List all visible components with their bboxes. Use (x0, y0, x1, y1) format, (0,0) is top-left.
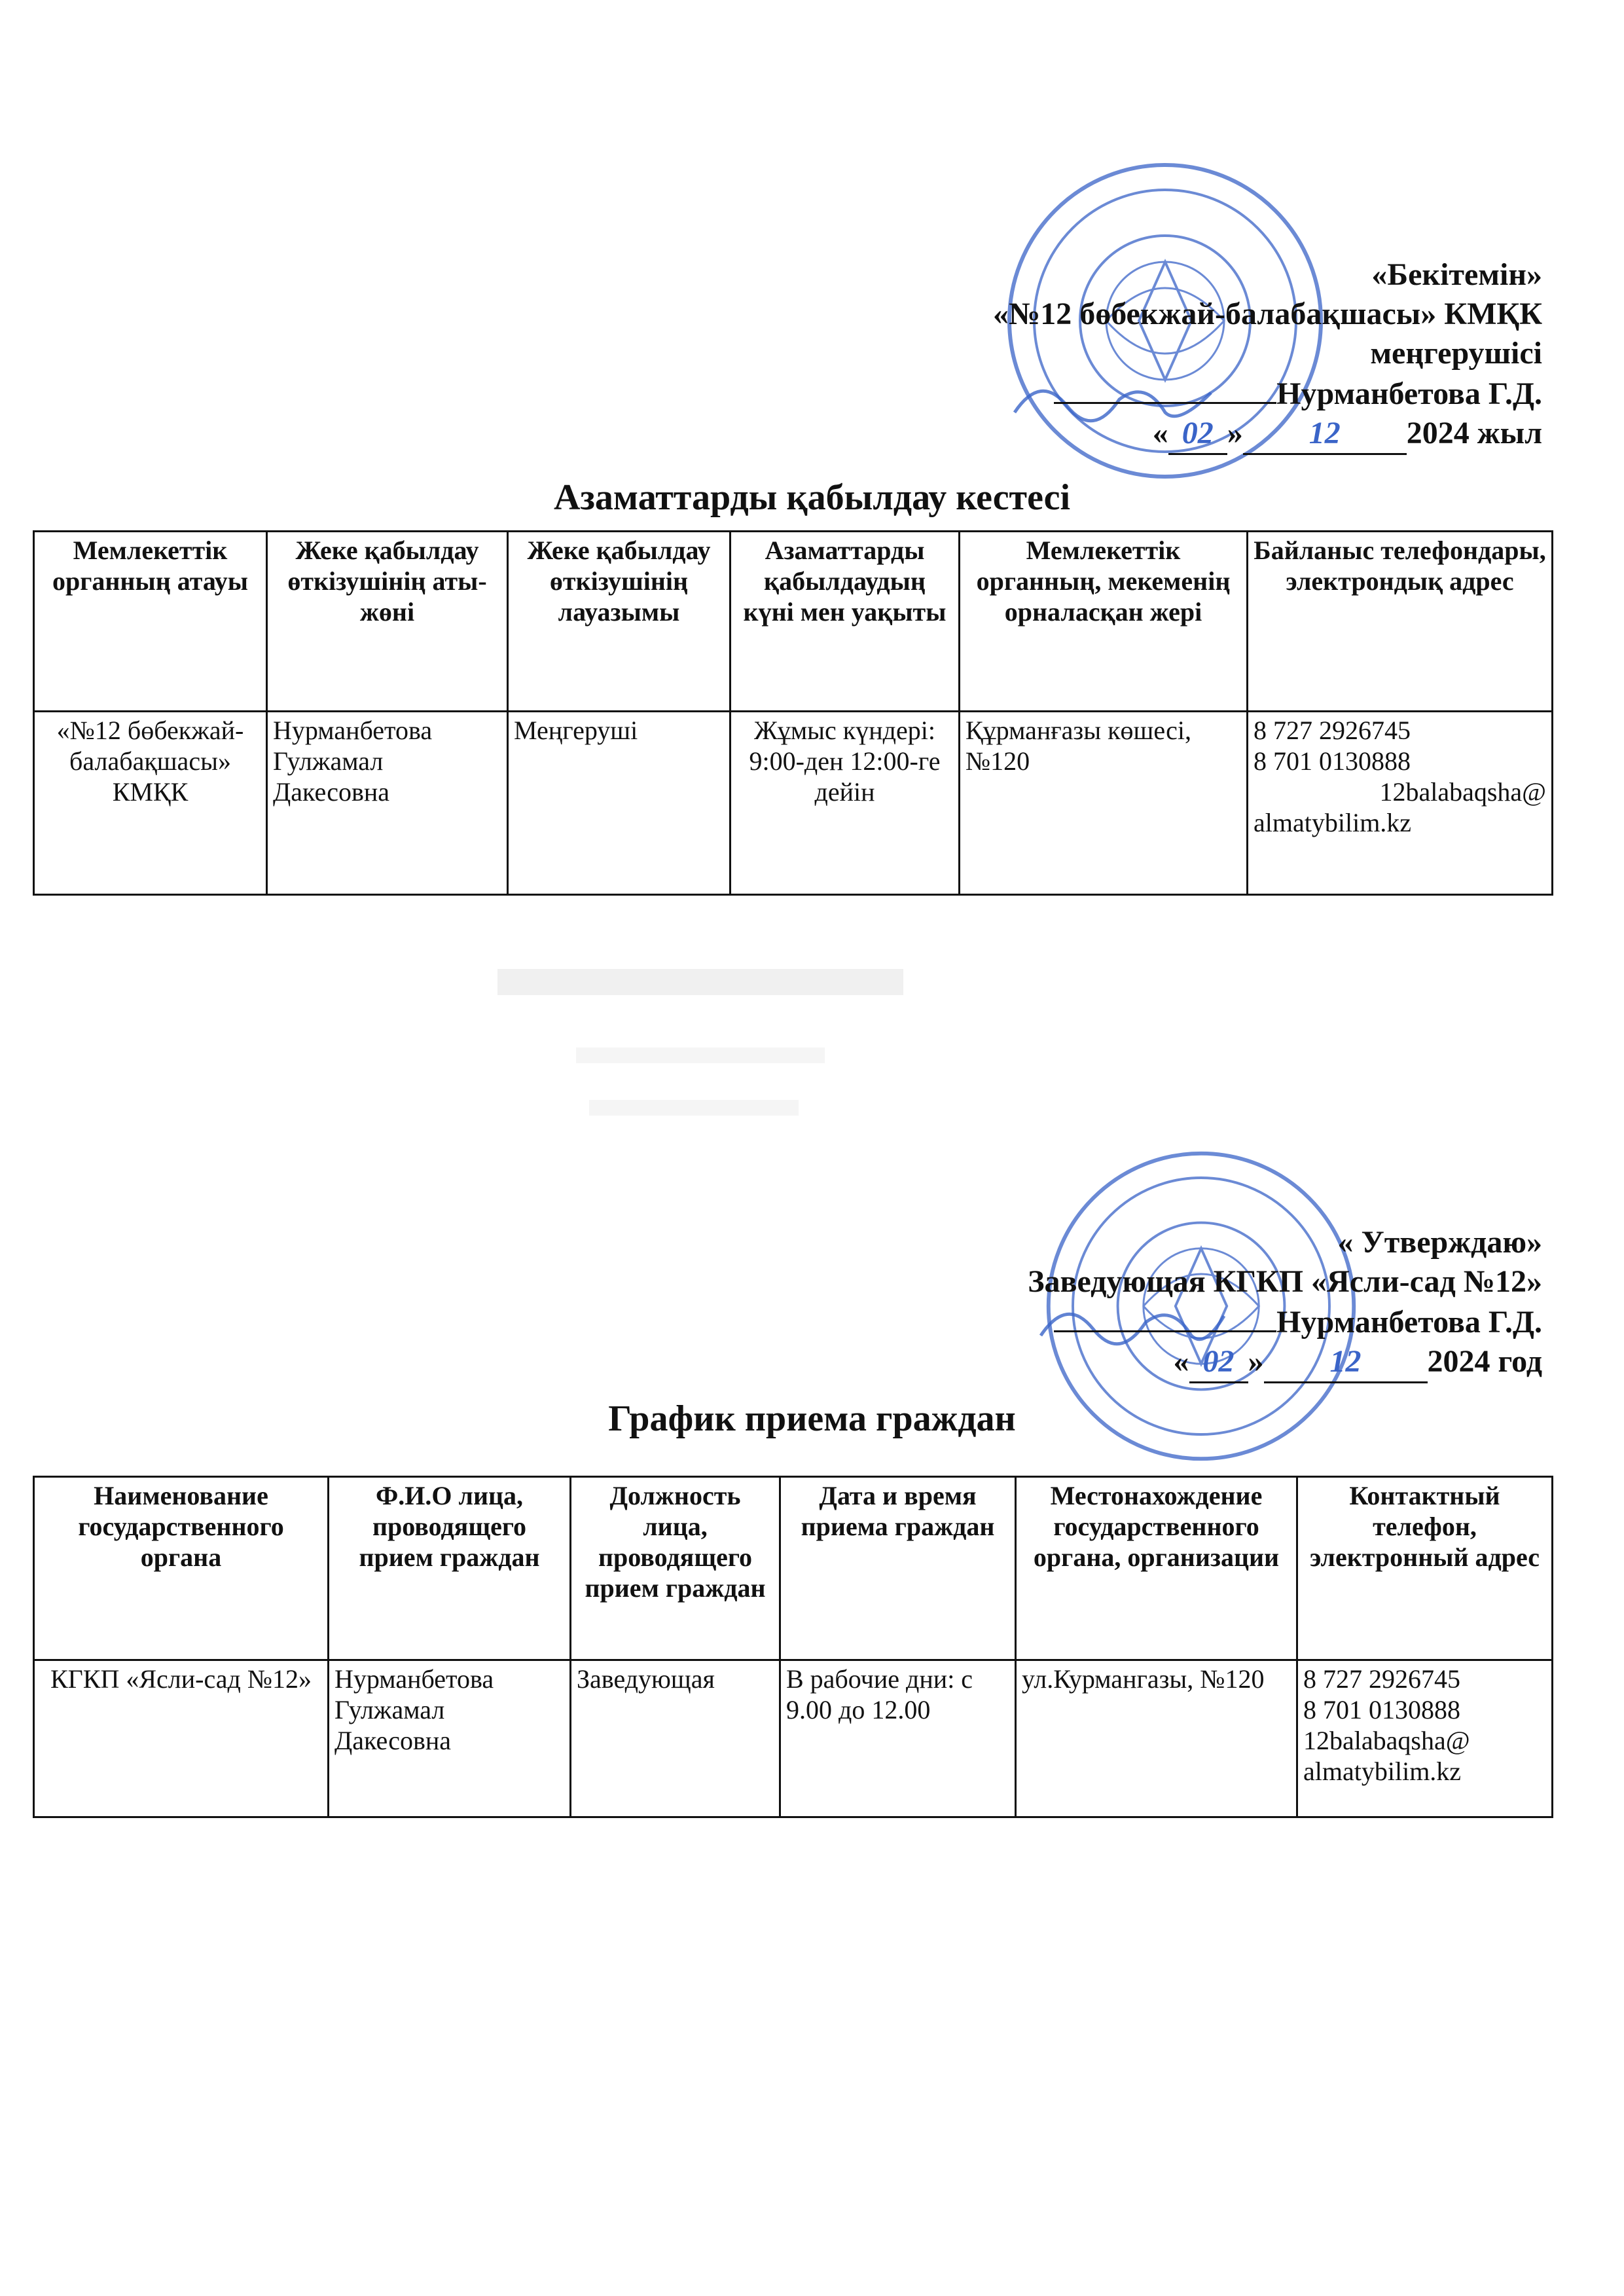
header-cell: Жеке қабылдау өткізушінің аты-жөні (267, 532, 508, 712)
full-name-cell: Нурманбетова Гулжамал Дакесовна (329, 1660, 571, 1817)
header-cell: Наименование государственного органа (34, 1477, 329, 1660)
approval-organization: «№12 бөбекжай-балабақшасы» КМҚК (992, 297, 1542, 331)
approver-name: Нурманбетова Г.Д. (1276, 1305, 1542, 1339)
table-header-row (34, 532, 1553, 712)
organization-cell: «№12 бөбекжай-балабақшасы» КМҚК (34, 712, 267, 895)
approval-signature-line (1028, 1302, 1542, 1342)
approval-position: меңгерушісі (1370, 336, 1542, 371)
header-cell: Контактный телефон, электронный адрес (1297, 1477, 1553, 1660)
bleed-through-artifact (497, 969, 903, 995)
address-cell: ул.Курмангазы, №120 (1016, 1660, 1297, 1817)
approver-name: Нурманбетова Г.Д. (1276, 376, 1542, 411)
header-cell: Ф.И.О лица, проводящего прием граждан (329, 1477, 571, 1660)
signature-underline (1054, 1302, 1276, 1332)
organization-cell: КГКП «Ясли-сад №12» (34, 1660, 329, 1817)
header-cell: Азаматтарды қабылдаудың күні мен уақыты (731, 532, 960, 712)
reception-table-kz (33, 530, 1553, 896)
date-quote-open: « (1152, 416, 1168, 450)
table-header-row (34, 1477, 1553, 1660)
phone-2: 8 701 0130888 (1254, 746, 1411, 776)
email-part-2: almatybilim.kz (1254, 808, 1412, 837)
approval-block-kz (993, 255, 1542, 455)
bleed-through-artifact (576, 1048, 825, 1063)
header-cell: Байланыс телефондары, электрондық адрес (1248, 532, 1553, 712)
contacts-cell (1297, 1660, 1553, 1817)
approval-date (993, 414, 1542, 455)
table-row (34, 1660, 1553, 1817)
time-cell: Жұмыс күндері: 9:00-ден 12:00-ге дейін (731, 712, 960, 895)
date-month: 12 (1243, 414, 1407, 455)
header-cell: Мемлекеттік органның атауы (34, 532, 267, 712)
signature-underline (1054, 373, 1276, 404)
full-name-cell: Нурманбетова Гулжамал Дакесовна (267, 712, 508, 895)
date-quote-open: « (1173, 1344, 1189, 1379)
page-title-kz: Азаматтарды қабылдау кестесі (553, 477, 1071, 518)
address-cell: Құрманғазы көшесі, №120 (960, 712, 1248, 895)
date-day: 02 (1168, 414, 1227, 455)
time-cell: В рабочие дни: с 9.00 до 12.00 (780, 1660, 1016, 1817)
reception-table-ru (33, 1476, 1553, 1818)
header-cell: Жеке қабылдау өткізушінің лауазымы (508, 532, 731, 712)
date-year: 2024 жыл (1406, 416, 1542, 450)
email-part-1: 12balabaqsha@ (1379, 777, 1546, 807)
phone-2: 8 701 0130888 (1303, 1695, 1460, 1724)
header-cell: Дата и время приема граждан (780, 1477, 1016, 1660)
page-title-ru: График приема граждан (608, 1398, 1016, 1439)
date-day: 02 (1189, 1342, 1248, 1383)
header-cell: Местонахождение государственного органа, организации (1016, 1477, 1297, 1660)
contacts-cell (1248, 712, 1553, 895)
approval-block-ru (1028, 1223, 1542, 1383)
email-part-2: almatybilim.kz (1303, 1757, 1462, 1786)
header-cell: Мемлекеттік органның, мекеменің орналасқан жері (960, 532, 1248, 712)
date-quote-close: » (1227, 416, 1243, 450)
approval-heading: «Бекітемін» (1371, 257, 1542, 292)
date-month: 12 (1264, 1342, 1428, 1383)
phone-1: 8 727 2926745 (1303, 1664, 1460, 1694)
approval-date (1028, 1342, 1542, 1383)
approval-signature-line (993, 373, 1542, 414)
date-year: 2024 год (1427, 1344, 1542, 1379)
approval-position-organization: Заведующая КГКП «Ясли-сад №12» (1028, 1264, 1542, 1299)
email-part-1: 12balabaqsha@ (1303, 1726, 1470, 1755)
bleed-through-artifact (589, 1100, 799, 1116)
position-cell: Меңгеруші (508, 712, 731, 895)
table-row (34, 712, 1553, 895)
header-cell: Должность лица, проводящего прием граждан (571, 1477, 780, 1660)
position-cell: Заведующая (571, 1660, 780, 1817)
date-quote-close: » (1248, 1344, 1264, 1379)
phone-1: 8 727 2926745 (1254, 716, 1411, 745)
approval-heading: « Утверждаю» (1337, 1225, 1542, 1260)
